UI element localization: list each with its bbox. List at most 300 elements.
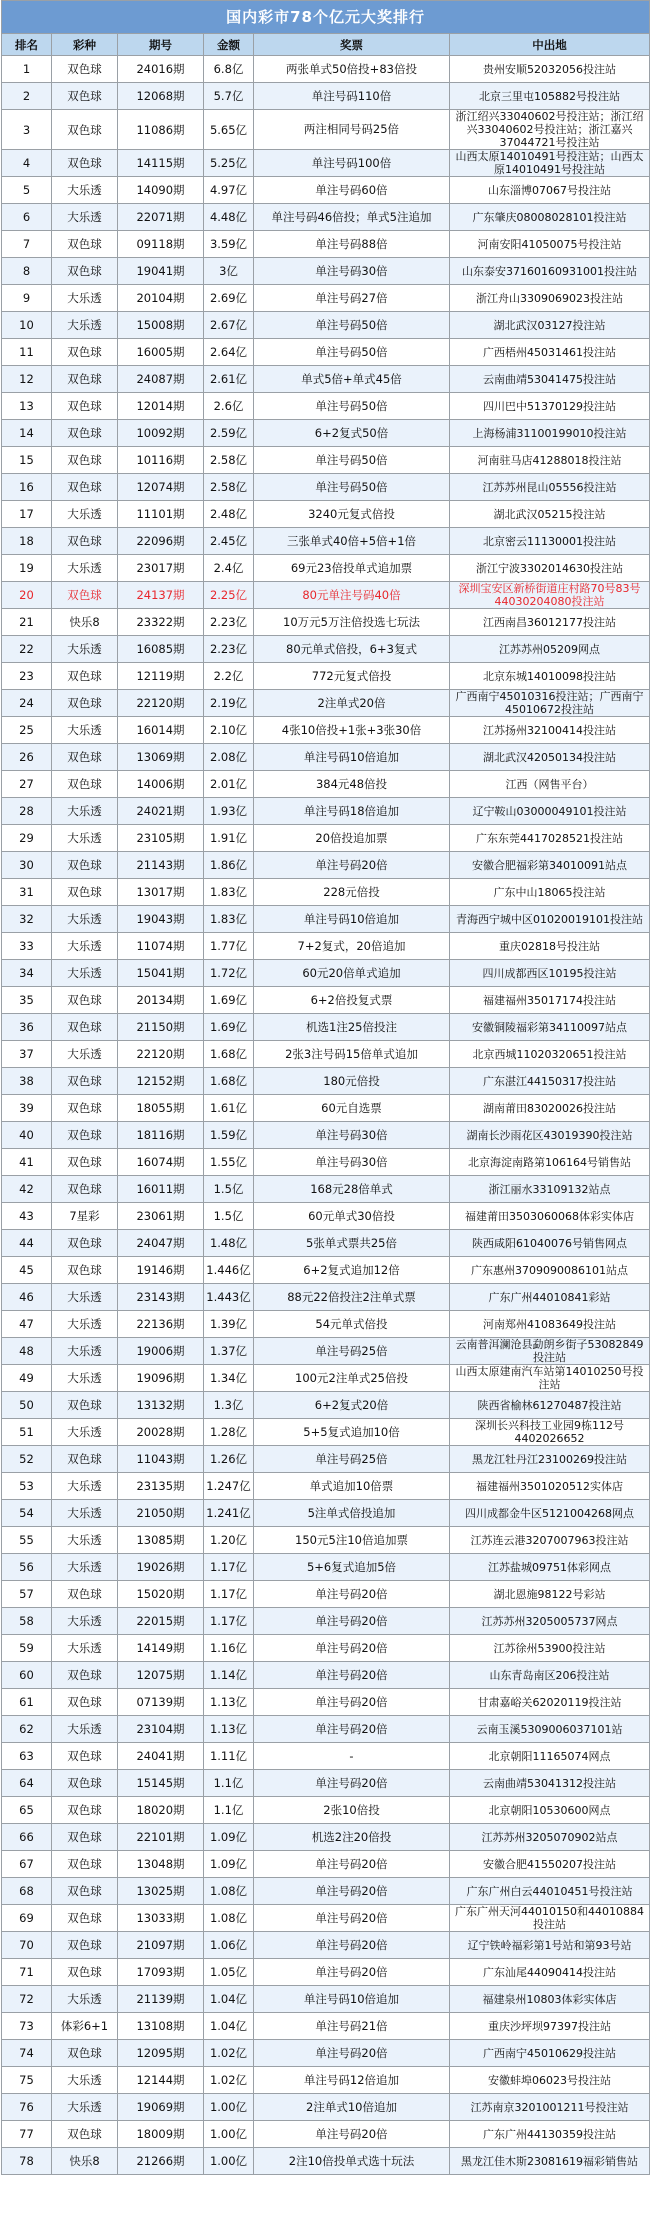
cell-lottery-type: 大乐透 <box>52 960 118 987</box>
cell-rank: 12 <box>2 366 52 393</box>
table-row <box>2 366 650 393</box>
table-row <box>2 690 650 717</box>
cell-rank: 47 <box>2 1311 52 1338</box>
cell-issue: 23143期 <box>118 1284 204 1311</box>
table-row <box>2 744 650 771</box>
cell-issue: 10092期 <box>118 420 204 447</box>
cell-outlet: 黑龙江牡丹江23100269投注站 <box>450 1446 650 1473</box>
cell-amount: 5.7亿 <box>204 83 254 110</box>
cell-rank: 13 <box>2 393 52 420</box>
cell-amount: 2.25亿 <box>204 582 254 609</box>
cell-issue: 19043期 <box>118 906 204 933</box>
cell-lottery-type: 双色球 <box>52 1851 118 1878</box>
cell-ticket: 100元2注单式25倍投 <box>254 1365 450 1392</box>
cell-lottery-type: 大乐透 <box>52 1716 118 1743</box>
cell-outlet: 江西南昌36012177投注站 <box>450 609 650 636</box>
cell-amount: 4.97亿 <box>204 177 254 204</box>
cell-rank: 69 <box>2 1905 52 1932</box>
cell-outlet: 辽宁鞍山03000049101投注站 <box>450 798 650 825</box>
cell-outlet: 四川巴中51370129投注站 <box>450 393 650 420</box>
cell-amount: 2.23亿 <box>204 609 254 636</box>
table-row <box>2 1527 650 1554</box>
cell-amount: 1.06亿 <box>204 1932 254 1959</box>
cell-ticket: 单注号码21倍 <box>254 2013 450 2040</box>
table-row <box>2 1716 650 1743</box>
table-row <box>2 582 650 609</box>
cell-lottery-type: 快乐8 <box>52 2148 118 2175</box>
cell-rank: 17 <box>2 501 52 528</box>
cell-outlet: 四川成都西区10195投注站 <box>450 960 650 987</box>
cell-outlet: 广东汕尾44090414投注站 <box>450 1959 650 1986</box>
cell-outlet: 河南安阳41050075号投注站 <box>450 231 650 258</box>
cell-lottery-type: 双色球 <box>52 1689 118 1716</box>
table-row <box>2 717 650 744</box>
cell-rank: 26 <box>2 744 52 771</box>
cell-amount: 1.83亿 <box>204 906 254 933</box>
cell-amount: 1.16亿 <box>204 1635 254 1662</box>
cell-outlet: 湖北恩施98122号彩站 <box>450 1581 650 1608</box>
cell-amount: 1.02亿 <box>204 2040 254 2067</box>
cell-rank: 31 <box>2 879 52 906</box>
cell-amount: 2.4亿 <box>204 555 254 582</box>
cell-lottery-type: 双色球 <box>52 1824 118 1851</box>
cell-ticket: 6+2倍投复式票 <box>254 987 450 1014</box>
cell-rank: 43 <box>2 1203 52 1230</box>
cell-outlet: 北京朝阳10530600网点 <box>450 1797 650 1824</box>
cell-issue: 12095期 <box>118 2040 204 2067</box>
table-row <box>2 2121 650 2148</box>
cell-amount: 1.04亿 <box>204 2013 254 2040</box>
cell-rank: 19 <box>2 555 52 582</box>
cell-amount: 3.59亿 <box>204 231 254 258</box>
cell-issue: 19146期 <box>118 1257 204 1284</box>
cell-outlet: 广西南宁45010629投注站 <box>450 2040 650 2067</box>
cell-amount: 1.241亿 <box>204 1500 254 1527</box>
cell-ticket: 单注号码30倍 <box>254 258 450 285</box>
table-row <box>2 177 650 204</box>
cell-issue: 23105期 <box>118 825 204 852</box>
cell-rank: 22 <box>2 636 52 663</box>
cell-outlet: 甘肃嘉峪关62020119投注站 <box>450 1689 650 1716</box>
cell-ticket: 单式追加10倍票 <box>254 1473 450 1500</box>
cell-amount: 1.91亿 <box>204 825 254 852</box>
table-row <box>2 933 650 960</box>
cell-amount: 1.446亿 <box>204 1257 254 1284</box>
cell-issue: 15041期 <box>118 960 204 987</box>
cell-amount: 1.05亿 <box>204 1959 254 1986</box>
cell-amount: 1.13亿 <box>204 1716 254 1743</box>
table-row <box>2 1311 650 1338</box>
cell-lottery-type: 大乐透 <box>52 1527 118 1554</box>
cell-amount: 2.6亿 <box>204 393 254 420</box>
cell-outlet: 湖北武汉03127投注站 <box>450 312 650 339</box>
cell-issue: 22101期 <box>118 1824 204 1851</box>
cell-rank: 64 <box>2 1770 52 1797</box>
cell-amount: 1.1亿 <box>204 1770 254 1797</box>
cell-outlet: 河南郑州41083649投注站 <box>450 1311 650 1338</box>
cell-issue: 13025期 <box>118 1878 204 1905</box>
table-row <box>2 1257 650 1284</box>
table-row <box>2 636 650 663</box>
cell-lottery-type: 大乐透 <box>52 798 118 825</box>
cell-lottery-type: 双色球 <box>52 1095 118 1122</box>
cell-outlet: 江苏连云港3207007963投注站 <box>450 1527 650 1554</box>
cell-lottery-type: 双色球 <box>52 1446 118 1473</box>
cell-amount: 1.72亿 <box>204 960 254 987</box>
cell-issue: 12119期 <box>118 663 204 690</box>
cell-issue: 24087期 <box>118 366 204 393</box>
table-row <box>2 1203 650 1230</box>
cell-outlet: 广东惠州3709090086101站点 <box>450 1257 650 1284</box>
cell-outlet: 青海西宁城中区01020019101投注站 <box>450 906 650 933</box>
table-row <box>2 1122 650 1149</box>
cell-outlet: 安徽铜陵福彩第34110097站点 <box>450 1014 650 1041</box>
table-row <box>2 1851 650 1878</box>
cell-issue: 14149期 <box>118 1635 204 1662</box>
cell-issue: 19069期 <box>118 2094 204 2121</box>
cell-outlet: 安徽合肥福彩第34010091站点 <box>450 852 650 879</box>
cell-outlet: 北京海淀南路第106164号销售站 <box>450 1149 650 1176</box>
cell-ticket: 单注号码20倍 <box>254 1716 450 1743</box>
cell-ticket: 单注号码20倍 <box>254 1932 450 1959</box>
table-row <box>2 1068 650 1095</box>
table-row <box>2 1149 650 1176</box>
cell-rank: 54 <box>2 1500 52 1527</box>
cell-rank: 10 <box>2 312 52 339</box>
cell-lottery-type: 双色球 <box>52 879 118 906</box>
cell-ticket: 单注号码25倍 <box>254 1338 450 1365</box>
cell-rank: 71 <box>2 1959 52 1986</box>
cell-rank: 8 <box>2 258 52 285</box>
cell-lottery-type: 双色球 <box>52 663 118 690</box>
cell-ticket: 单注号码18倍追加 <box>254 798 450 825</box>
cell-issue: 23017期 <box>118 555 204 582</box>
cell-issue: 18020期 <box>118 1797 204 1824</box>
cell-issue: 24047期 <box>118 1230 204 1257</box>
cell-issue: 12152期 <box>118 1068 204 1095</box>
table-row <box>2 906 650 933</box>
cell-amount: 1.17亿 <box>204 1608 254 1635</box>
cell-amount: 1.37亿 <box>204 1338 254 1365</box>
cell-rank: 45 <box>2 1257 52 1284</box>
cell-issue: 11086期 <box>118 110 204 150</box>
cell-lottery-type: 双色球 <box>52 1176 118 1203</box>
table-row <box>2 1689 650 1716</box>
cell-rank: 38 <box>2 1068 52 1095</box>
cell-outlet: 云南普洱澜沧县勐朗乡街子53082849投注站 <box>450 1338 650 1365</box>
cell-lottery-type: 双色球 <box>52 1959 118 1986</box>
table-row <box>2 110 650 150</box>
table-row <box>2 231 650 258</box>
cell-lottery-type: 大乐透 <box>52 2094 118 2121</box>
cell-amount: 1.14亿 <box>204 1662 254 1689</box>
cell-issue: 22136期 <box>118 1311 204 1338</box>
cell-rank: 51 <box>2 1419 52 1446</box>
cell-rank: 50 <box>2 1392 52 1419</box>
cell-outlet: 河南驻马店41288018投注站 <box>450 447 650 474</box>
cell-lottery-type: 大乐透 <box>52 1311 118 1338</box>
table-row <box>2 1392 650 1419</box>
cell-rank: 55 <box>2 1527 52 1554</box>
cell-rank: 2 <box>2 83 52 110</box>
cell-outlet: 北京西城11020320651投注站 <box>450 1041 650 1068</box>
cell-outlet: 江苏盐城09751体彩网点 <box>450 1554 650 1581</box>
cell-rank: 33 <box>2 933 52 960</box>
cell-ticket: 单注号码20倍 <box>254 1635 450 1662</box>
cell-rank: 4 <box>2 150 52 177</box>
cell-outlet: 广东广州白云44010451号投注站 <box>450 1878 650 1905</box>
cell-rank: 58 <box>2 1608 52 1635</box>
cell-outlet: 安徽合肥41550207投注站 <box>450 1851 650 1878</box>
cell-rank: 35 <box>2 987 52 1014</box>
cell-amount: 2.19亿 <box>204 690 254 717</box>
cell-rank: 30 <box>2 852 52 879</box>
cell-lottery-type: 大乐透 <box>52 2067 118 2094</box>
cell-outlet: 浙江舟山3309069023投注站 <box>450 285 650 312</box>
cell-ticket: 单注号码20倍 <box>254 1905 450 1932</box>
table-row <box>2 1608 650 1635</box>
cell-lottery-type: 双色球 <box>52 150 118 177</box>
cell-rank: 39 <box>2 1095 52 1122</box>
cell-rank: 62 <box>2 1716 52 1743</box>
cell-outlet: 四川成都金牛区5121004268网点 <box>450 1500 650 1527</box>
cell-issue: 21139期 <box>118 1986 204 2013</box>
cell-ticket: 单注号码20倍 <box>254 1959 450 1986</box>
cell-outlet: 湖南莆田83020026投注站 <box>450 1095 650 1122</box>
cell-outlet: 广东广州天河44010150和44010884投注站 <box>450 1905 650 1932</box>
cell-outlet: 江苏扬州32100414投注站 <box>450 717 650 744</box>
cell-ticket: 单注号码27倍 <box>254 285 450 312</box>
cell-outlet: 福建福州35017174投注站 <box>450 987 650 1014</box>
cell-ticket: 2注单式10倍追加 <box>254 2094 450 2121</box>
cell-rank: 42 <box>2 1176 52 1203</box>
table-row <box>2 1554 650 1581</box>
cell-ticket: 单注号码50倍 <box>254 393 450 420</box>
cell-issue: 11101期 <box>118 501 204 528</box>
cell-ticket: 150元5注10倍追加票 <box>254 1527 450 1554</box>
header-ticket: 奖票 <box>254 34 450 56</box>
table-row <box>2 339 650 366</box>
cell-lottery-type: 大乐透 <box>52 1041 118 1068</box>
cell-rank: 60 <box>2 1662 52 1689</box>
cell-rank: 56 <box>2 1554 52 1581</box>
cell-amount: 1.3亿 <box>204 1392 254 1419</box>
cell-amount: 1.26亿 <box>204 1446 254 1473</box>
cell-outlet: 广东东莞4417028521投注站 <box>450 825 650 852</box>
cell-lottery-type: 双色球 <box>52 1770 118 1797</box>
table-row <box>2 1878 650 1905</box>
cell-ticket: 5张单式票共25倍 <box>254 1230 450 1257</box>
cell-lottery-type: 双色球 <box>52 83 118 110</box>
table-row <box>2 1986 650 2013</box>
cell-outlet: 福建泉州10803体彩实体店 <box>450 1986 650 2013</box>
table-body <box>2 56 650 2175</box>
cell-amount: 2.59亿 <box>204 420 254 447</box>
cell-lottery-type: 双色球 <box>52 1014 118 1041</box>
cell-amount: 4.48亿 <box>204 204 254 231</box>
cell-issue: 21097期 <box>118 1932 204 1959</box>
cell-rank: 67 <box>2 1851 52 1878</box>
cell-lottery-type: 双色球 <box>52 447 118 474</box>
table-row <box>2 1284 650 1311</box>
cell-issue: 23322期 <box>118 609 204 636</box>
cell-lottery-type: 大乐透 <box>52 1554 118 1581</box>
cell-outlet: 云南曲靖53041475投注站 <box>450 366 650 393</box>
cell-amount: 1.59亿 <box>204 1122 254 1149</box>
cell-rank: 15 <box>2 447 52 474</box>
cell-ticket: 54元单式倍投 <box>254 1311 450 1338</box>
cell-outlet: 江西（网售平台） <box>450 771 650 798</box>
cell-rank: 73 <box>2 2013 52 2040</box>
cell-lottery-type: 快乐8 <box>52 609 118 636</box>
cell-issue: 18055期 <box>118 1095 204 1122</box>
cell-lottery-type: 双色球 <box>52 366 118 393</box>
cell-amount: 5.65亿 <box>204 110 254 150</box>
cell-outlet: 黑龙江佳木斯23081619福彩销售站 <box>450 2148 650 2175</box>
cell-lottery-type: 大乐透 <box>52 312 118 339</box>
cell-rank: 20 <box>2 582 52 609</box>
table-row <box>2 393 650 420</box>
table-row <box>2 1230 650 1257</box>
table-row <box>2 2013 650 2040</box>
table-row <box>2 528 650 555</box>
table-row <box>2 960 650 987</box>
cell-amount: 1.08亿 <box>204 1905 254 1932</box>
cell-lottery-type: 7星彩 <box>52 1203 118 1230</box>
table-row <box>2 1095 650 1122</box>
cell-ticket: 3240元复式倍投 <box>254 501 450 528</box>
cell-issue: 19041期 <box>118 258 204 285</box>
cell-issue: 13085期 <box>118 1527 204 1554</box>
cell-ticket: 单注号码46倍投；单式5注追加 <box>254 204 450 231</box>
cell-issue: 13108期 <box>118 2013 204 2040</box>
cell-lottery-type: 双色球 <box>52 1392 118 1419</box>
cell-lottery-type: 双色球 <box>52 1257 118 1284</box>
cell-issue: 21150期 <box>118 1014 204 1041</box>
table-row <box>2 1338 650 1365</box>
cell-ticket: 60元20倍单式追加 <box>254 960 450 987</box>
cell-lottery-type: 体彩6+1 <box>52 2013 118 2040</box>
cell-amount: 1.20亿 <box>204 1527 254 1554</box>
cell-outlet: 辽宁铁岭福彩第1号站和第93号站 <box>450 1932 650 1959</box>
cell-outlet: 江苏南京3201001211号投注站 <box>450 2094 650 2121</box>
cell-outlet: 广东肇庆08008028101投注站 <box>450 204 650 231</box>
cell-amount: 1.02亿 <box>204 2067 254 2094</box>
cell-outlet: 广东中山18065投注站 <box>450 879 650 906</box>
cell-ticket: 6+2复式20倍 <box>254 1392 450 1419</box>
cell-lottery-type: 大乐透 <box>52 1608 118 1635</box>
ranking-table <box>1 0 650 2175</box>
cell-issue: 13017期 <box>118 879 204 906</box>
cell-amount: 1.00亿 <box>204 2094 254 2121</box>
table-row <box>2 798 650 825</box>
cell-rank: 57 <box>2 1581 52 1608</box>
table-row <box>2 1932 650 1959</box>
cell-ticket: 单注号码110倍 <box>254 83 450 110</box>
cell-amount: 1.69亿 <box>204 987 254 1014</box>
cell-outlet: 上海杨浦31100199010投注站 <box>450 420 650 447</box>
cell-amount: 2.64亿 <box>204 339 254 366</box>
cell-ticket: 单注号码25倍 <box>254 1446 450 1473</box>
cell-outlet: 浙江绍兴33040602号投注站；浙江绍兴33040602号投注站；浙江嘉兴37044721号投注站 <box>450 110 650 150</box>
cell-outlet: 深圳长兴科技工业园9栋112号4402026652 <box>450 1419 650 1446</box>
cell-lottery-type: 大乐透 <box>52 1986 118 2013</box>
table-row <box>2 1743 650 1770</box>
cell-ticket: 单注号码20倍 <box>254 1662 450 1689</box>
cell-issue: 24021期 <box>118 798 204 825</box>
cell-ticket: 单注号码12倍追加 <box>254 2067 450 2094</box>
cell-amount: 1.00亿 <box>204 2148 254 2175</box>
cell-issue: 21050期 <box>118 1500 204 1527</box>
table-row <box>2 474 650 501</box>
cell-lottery-type: 双色球 <box>52 110 118 150</box>
cell-rank: 16 <box>2 474 52 501</box>
cell-lottery-type: 双色球 <box>52 1743 118 1770</box>
cell-lottery-type: 大乐透 <box>52 1365 118 1392</box>
table-row <box>2 56 650 83</box>
cell-amount: 1.09亿 <box>204 1851 254 1878</box>
cell-lottery-type: 大乐透 <box>52 501 118 528</box>
cell-lottery-type: 双色球 <box>52 1932 118 1959</box>
cell-rank: 7 <box>2 231 52 258</box>
cell-issue: 13132期 <box>118 1392 204 1419</box>
cell-amount: 3亿 <box>204 258 254 285</box>
cell-ticket: 单注号码50倍 <box>254 312 450 339</box>
cell-issue: 16074期 <box>118 1149 204 1176</box>
cell-outlet: 北京密云11130001投注站 <box>450 528 650 555</box>
cell-ticket: 单注号码88倍 <box>254 231 450 258</box>
cell-outlet: 江苏苏州05209网点 <box>450 636 650 663</box>
cell-issue: 12075期 <box>118 1662 204 1689</box>
cell-amount: 1.48亿 <box>204 1230 254 1257</box>
cell-lottery-type: 大乐透 <box>52 204 118 231</box>
cell-amount: 2.67亿 <box>204 312 254 339</box>
table-row <box>2 204 650 231</box>
cell-lottery-type: 双色球 <box>52 690 118 717</box>
cell-outlet: 广东广州44010841彩站 <box>450 1284 650 1311</box>
cell-issue: 16011期 <box>118 1176 204 1203</box>
cell-lottery-type: 双色球 <box>52 528 118 555</box>
cell-outlet: 安徽蚌埠06023号投注站 <box>450 2067 650 2094</box>
cell-issue: 14006期 <box>118 771 204 798</box>
cell-ticket: 772元复式倍投 <box>254 663 450 690</box>
header-outlet: 中出地 <box>450 34 650 56</box>
cell-outlet: 山西太原建南汽车站第14010250号投注站 <box>450 1365 650 1392</box>
cell-ticket: 7+2复式，20倍追加 <box>254 933 450 960</box>
table-row <box>2 1770 650 1797</box>
cell-outlet: 广东广州44130359投注站 <box>450 2121 650 2148</box>
cell-ticket: 80元单注号码40倍 <box>254 582 450 609</box>
cell-outlet: 重庆沙坪坝97397投注站 <box>450 2013 650 2040</box>
table-row <box>2 1959 650 1986</box>
cell-issue: 13069期 <box>118 744 204 771</box>
cell-amount: 1.00亿 <box>204 2121 254 2148</box>
cell-rank: 77 <box>2 2121 52 2148</box>
table-row <box>2 825 650 852</box>
table-title: 国内彩市78个亿元大奖排行 <box>2 1 650 34</box>
cell-ticket: 两张单式50倍投+83倍投 <box>254 56 450 83</box>
cell-ticket: 单注号码50倍 <box>254 339 450 366</box>
table-row <box>2 852 650 879</box>
cell-amount: 2.10亿 <box>204 717 254 744</box>
cell-lottery-type: 双色球 <box>52 1581 118 1608</box>
table-row <box>2 1797 650 1824</box>
cell-issue: 22015期 <box>118 1608 204 1635</box>
cell-ticket: 三张单式40倍+5倍+1倍 <box>254 528 450 555</box>
cell-lottery-type: 双色球 <box>52 339 118 366</box>
cell-lottery-type: 双色球 <box>52 56 118 83</box>
cell-outlet: 广西梧州45031461投注站 <box>450 339 650 366</box>
